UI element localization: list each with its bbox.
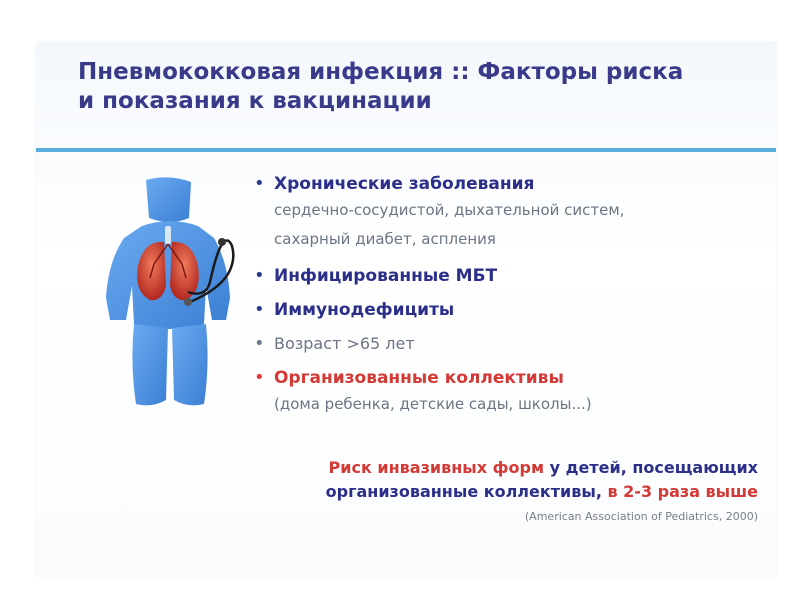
bullet-heading: • Иммунодефициты [274,300,455,320]
citation: (American Association of Pediatrics, 2000) [524,510,758,523]
risk-factor-list [254,172,754,419]
bullet-heading: • Организованные коллективы [274,368,564,388]
bullet-subtext: (дома ребенка, детские сады, школы...) [274,395,592,413]
title-line-2: и показания к вакцинации [78,88,432,114]
list-spacer [254,356,754,366]
bullet-heading: • Инфицированные МБТ [274,266,498,286]
risk-note [238,456,758,504]
list-item [254,332,754,356]
bullet-subtext: сахарный диабет, аспления [274,230,496,248]
list-spacer [254,322,754,332]
list-item [254,172,754,254]
list-item [254,264,754,288]
note-highlight: в 2-3 раза выше [607,482,758,501]
bullet-heading: • Хронические заболевания [274,174,535,194]
title-line-1: Пневмококковая инфекция :: Факторы риска [78,59,684,85]
bullet-text: • Возраст >65 лет [274,334,415,353]
list-spacer [254,254,754,264]
child-body-lungs-stethoscope-icon [94,174,244,414]
list-spacer [254,288,754,298]
slide [36,42,776,577]
bullet-subtext: сердечно-сосудистой, дыхательной систем, [274,201,625,219]
note-text: у детей, посещающих [544,458,758,477]
title-divider [36,148,776,152]
note-highlight: Риск инвазивных форм [328,458,545,477]
list-item [254,298,754,322]
slide-title [78,58,758,116]
note-text: организованные коллективы, [325,482,608,501]
list-item [254,366,754,419]
